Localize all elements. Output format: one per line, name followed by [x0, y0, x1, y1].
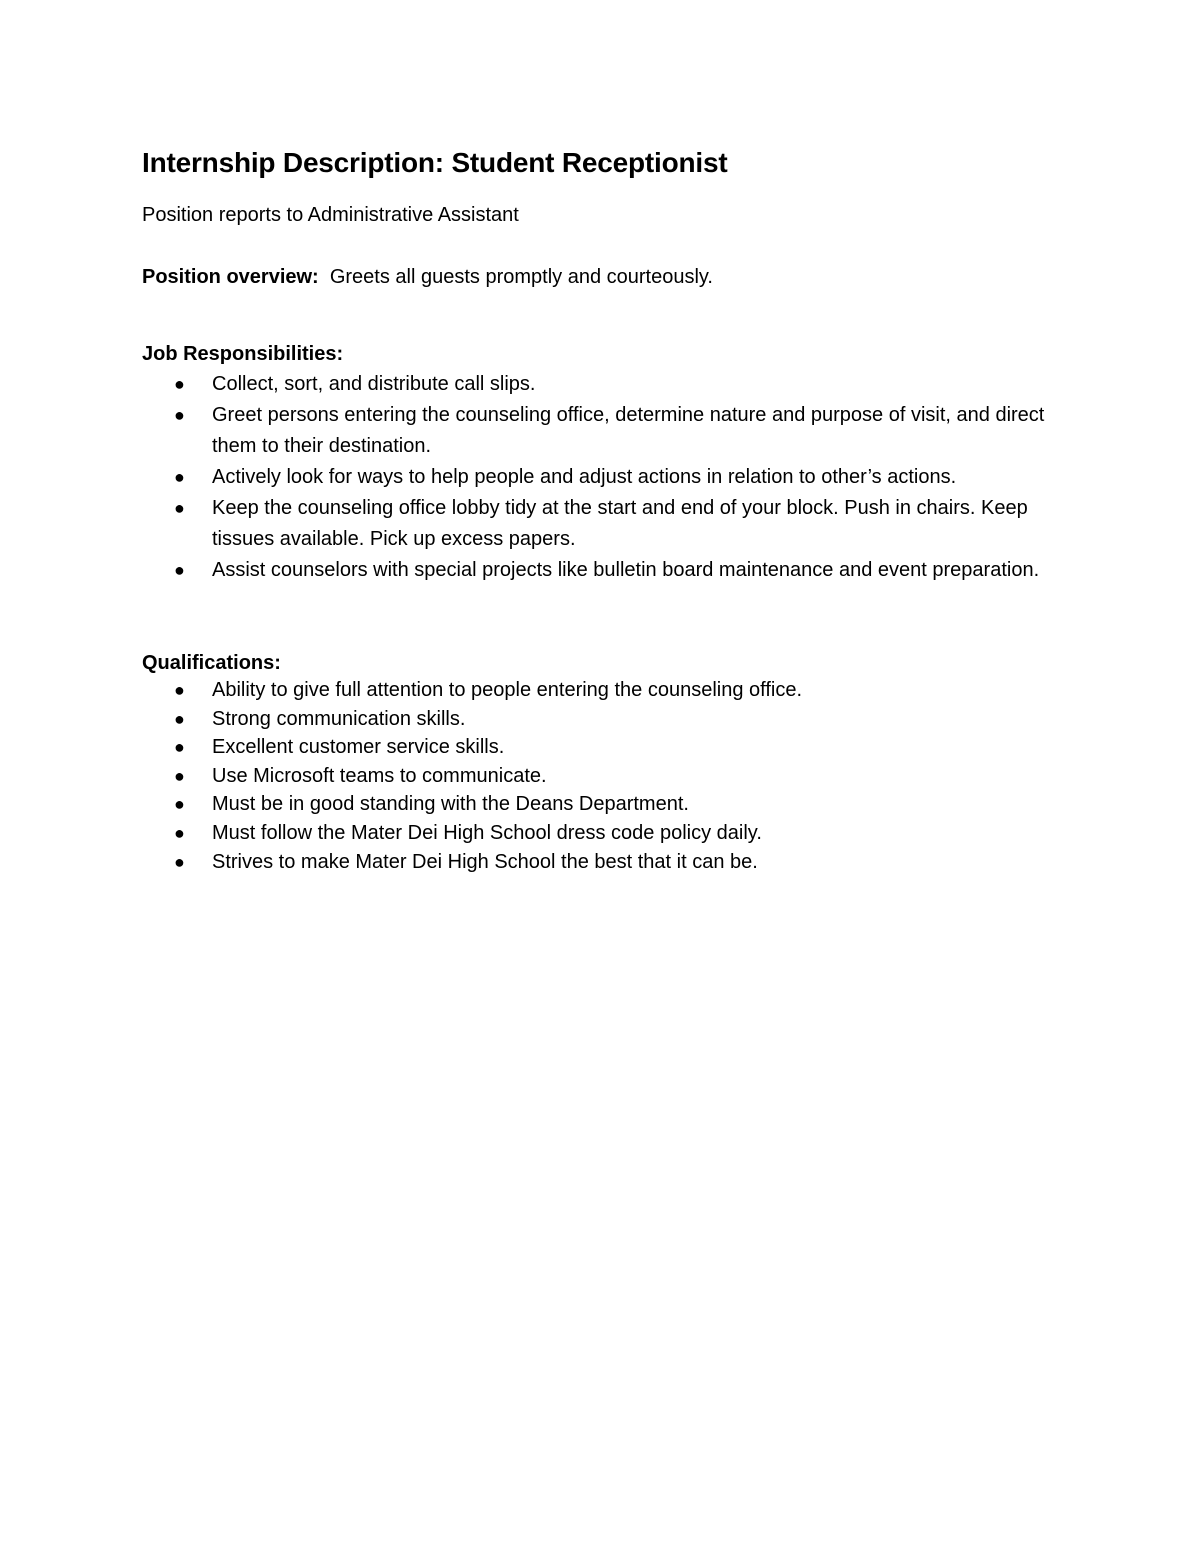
list-item — [142, 493, 1072, 555]
bullet-icon: ● — [174, 467, 185, 487]
list-item-text: Must be in good standing with the Deans Department. — [212, 793, 689, 816]
list-item-text: Ability to give full attention to people entering the counseling office. — [212, 679, 803, 701]
bullet-icon: ● — [174, 374, 185, 394]
list-item — [142, 676, 1072, 705]
list-item — [142, 462, 1072, 493]
list-item — [142, 762, 1072, 791]
list-item — [142, 400, 1072, 462]
bullet-icon: ● — [174, 765, 185, 786]
list-item — [142, 819, 1072, 848]
position-overview-label: Position overview: — [142, 266, 319, 288]
list-item-text: Excellent customer service skills. — [212, 736, 505, 759]
position-overview — [142, 262, 713, 292]
list-item-text: Collect, sort, and distribute call slips. — [212, 373, 536, 395]
list-item-text: Use Microsoft teams to communicate. — [212, 764, 547, 787]
bullet-icon: ● — [174, 498, 185, 518]
qualifications-list — [142, 676, 1072, 876]
bullet-icon: ● — [174, 680, 185, 700]
responsibilities-list — [142, 369, 1072, 586]
list-item — [142, 733, 1072, 762]
qualifications-heading: Qualifications: — [142, 652, 281, 674]
bullet-icon: ● — [174, 794, 185, 815]
list-item — [142, 369, 1072, 400]
position-overview-text: Greets all guests promptly and courteously. — [329, 266, 713, 288]
bullet-icon: ● — [174, 851, 185, 872]
list-item-text: Assist counselors with special projects like bulletin board maintenance and event preparation. — [212, 559, 1040, 581]
list-item — [142, 705, 1072, 734]
list-item — [142, 555, 1072, 586]
list-item-text: Must follow the Mater Dei High School dress code policy daily. — [212, 821, 762, 844]
bullet-icon: ● — [174, 822, 185, 843]
bullet-icon: ● — [174, 708, 185, 729]
list-item-text: Keep the counseling office lobby tidy at the start and end of your block. Push in chairs. Keep tissues available. Pick up excess papers. — [212, 497, 1028, 550]
list-item-text: Actively look for ways to help people and adjust actions in relation to other’s actions. — [212, 466, 957, 488]
list-item-text: Strong communication skills. — [212, 707, 466, 730]
reports-to-line: Position reports to Administrative Assistant — [142, 204, 519, 226]
bullet-icon: ● — [174, 560, 185, 580]
list-item — [142, 790, 1072, 819]
list-item-text: Strives to make Mater Dei High School the best that it can be. — [212, 850, 758, 873]
responsibilities-heading: Job Responsibilities: — [142, 343, 344, 365]
bullet-icon: ● — [174, 737, 185, 758]
document-title: Internship Description: Student Receptionist — [142, 147, 728, 178]
bullet-icon: ● — [174, 405, 185, 425]
list-item-text: Greet persons entering the counseling office, determine nature and purpose of visit, and direct them to their destination. — [212, 404, 1045, 457]
list-item — [142, 848, 1072, 877]
